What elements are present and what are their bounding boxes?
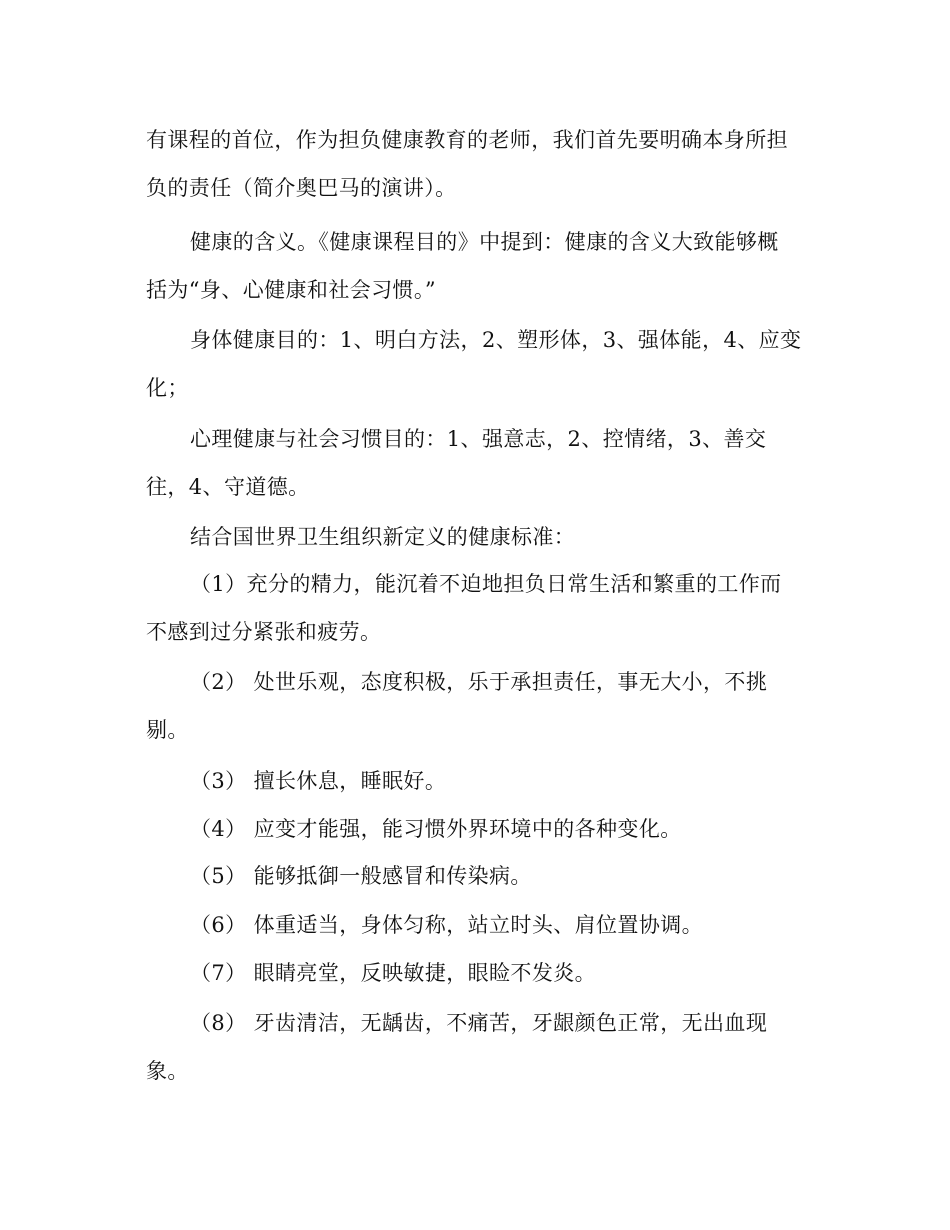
text-line: （4） 应变才能强，能习惯外界环境中的各种变化。 <box>190 817 682 841</box>
text-line: 往，4、守道德。 <box>146 475 310 499</box>
text-line: （5） 能够抵御一般感冒和传染病。 <box>190 864 532 888</box>
text-line: 不感到过分紧张和疲劳。 <box>146 620 382 644</box>
text-line: 括为“身、心健康和社会习惯。” <box>146 278 436 302</box>
text-line: （6） 体重适当，身体匀称，站立时头、肩位置协调。 <box>190 913 704 937</box>
text-line: 结合国世界卫生组织新定义的健康标准： <box>190 525 576 549</box>
text-line: （2） 处世乐观，态度积极，乐于承担责任，事无大小，不挑 <box>190 670 768 694</box>
text-line: 有课程的首位，作为担负健康教育的老师，我们首先要明确本身所担 <box>146 128 788 152</box>
text-line: 剔。 <box>146 718 189 742</box>
text-line: （8） 牙齿清洁，无龋齿，不痛苦，牙龈颜色正常，无出血现 <box>190 1011 768 1035</box>
text-line: （1）充分的精力，能沉着不迫地担负日常生活和繁重的工作而 <box>190 572 782 596</box>
text-line: 化； <box>146 376 189 400</box>
text-line: 象。 <box>146 1059 189 1083</box>
text-line: 负的责任（简介奥巴马的演讲）。 <box>146 176 457 200</box>
text-line: 健康的含义。《健康课程目的》中提到：健康的含义大致能够概 <box>190 230 779 254</box>
text-line: 心理健康与社会习惯目的：1、强意志，2、控情绪，3、善交 <box>190 427 767 451</box>
text-line: 身体健康目的：1、明白方法，2、塑形体，3、强体能，4、应变 <box>190 328 802 352</box>
text-line: （7） 眼睛亮堂，反映敏捷，眼睑不发炎。 <box>190 961 597 985</box>
text-line: （3） 擅长休息，睡眠好。 <box>190 769 447 793</box>
